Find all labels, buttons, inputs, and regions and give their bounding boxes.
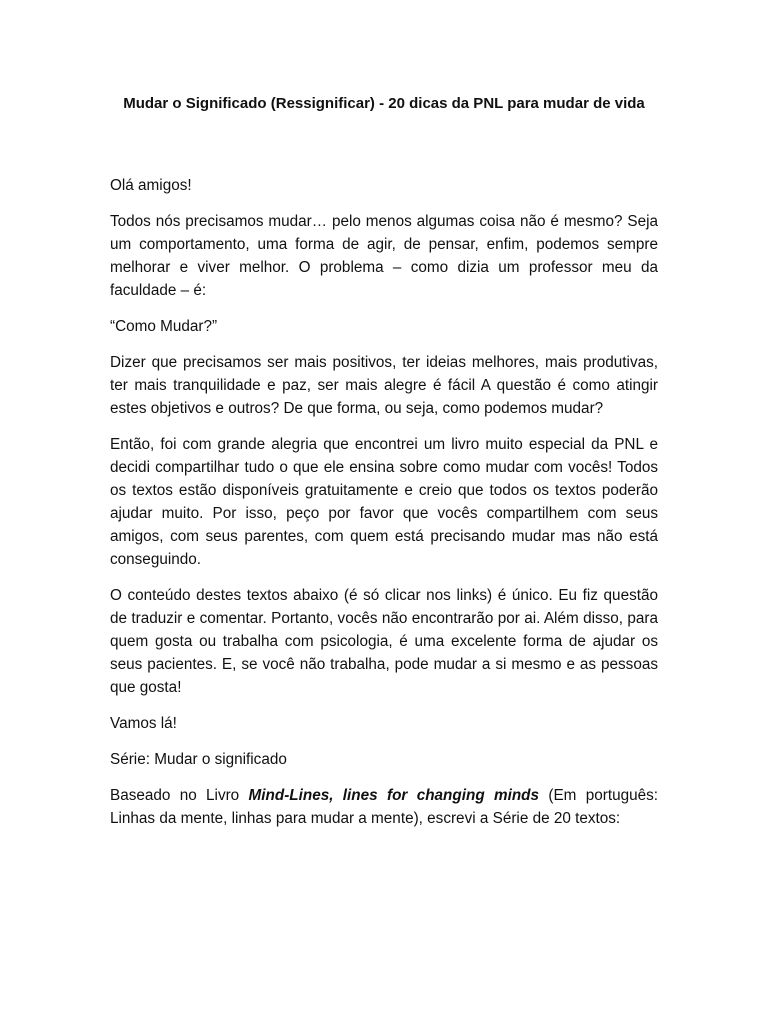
greeting-paragraph: Olá amigos! <box>110 177 192 194</box>
document-title: Mudar o Significado (Ressignificar) - 20 dicas da PNL para mudar de vida <box>123 95 645 112</box>
intro-paragraph: Todos nós precisamos mudar… pelo menos algumas coisa não é mesmo? Seja um comportamento, uma forma de agir, de pensar, enfim, podemos sempre melhorar e viver melhor. O problema – como dizia um professor meu da faculdade – é: <box>110 213 658 299</box>
quote-paragraph: “Como Mudar?” <box>110 318 218 335</box>
book-reference-paragraph <box>110 784 658 830</box>
book-title: Mind-Lines, lines for changing minds <box>248 787 540 804</box>
document-body <box>110 174 658 843</box>
book-intro-paragraph: Então, foi com grande alegria que encontrei um livro muito especial da PNL e decidi compartilhar tudo o que ele ensina sobre como mudar com vocês! Todos os textos estão disponíveis gratuitamente e creio que todos os textos poderão ajudar muito. Por isso, peço por favor que vocês compartilhem com seus amigos, com seus parentes, com quem está precisando mudar mas não está conseguindo. <box>110 436 658 568</box>
book-reference-prefix: Baseado no Livro <box>110 787 249 804</box>
question-paragraph: Dizer que precisamos ser mais positivos, ter ideias melhores, mais produtivas, ter mais tranquilidade e paz, ser mais alegre é fácil A questão é como atingir estes objetivos e outros? De que forma, ou seja, como podemos mudar? <box>110 354 658 417</box>
series-paragraph: Série: Mudar o significado <box>110 751 287 768</box>
content-paragraph: O conteúdo destes textos abaixo (é só clicar nos links) é único. Eu fiz questão de traduzir e comentar. Portanto, vocês não encontrarão por ai. Além disso, para quem gosta ou trabalha com psicologia, é uma excelente forma de ajudar os seus pacientes. E, se você não trabalha, pode mudar a si mesmo e as pessoas que gosta! <box>110 587 658 696</box>
vamos-paragraph: Vamos lá! <box>110 715 177 732</box>
book-reference-suffix: (Em português: Linhas da mente, linhas para mudar a mente), escrevi a Série de 20 textos: <box>110 787 659 827</box>
